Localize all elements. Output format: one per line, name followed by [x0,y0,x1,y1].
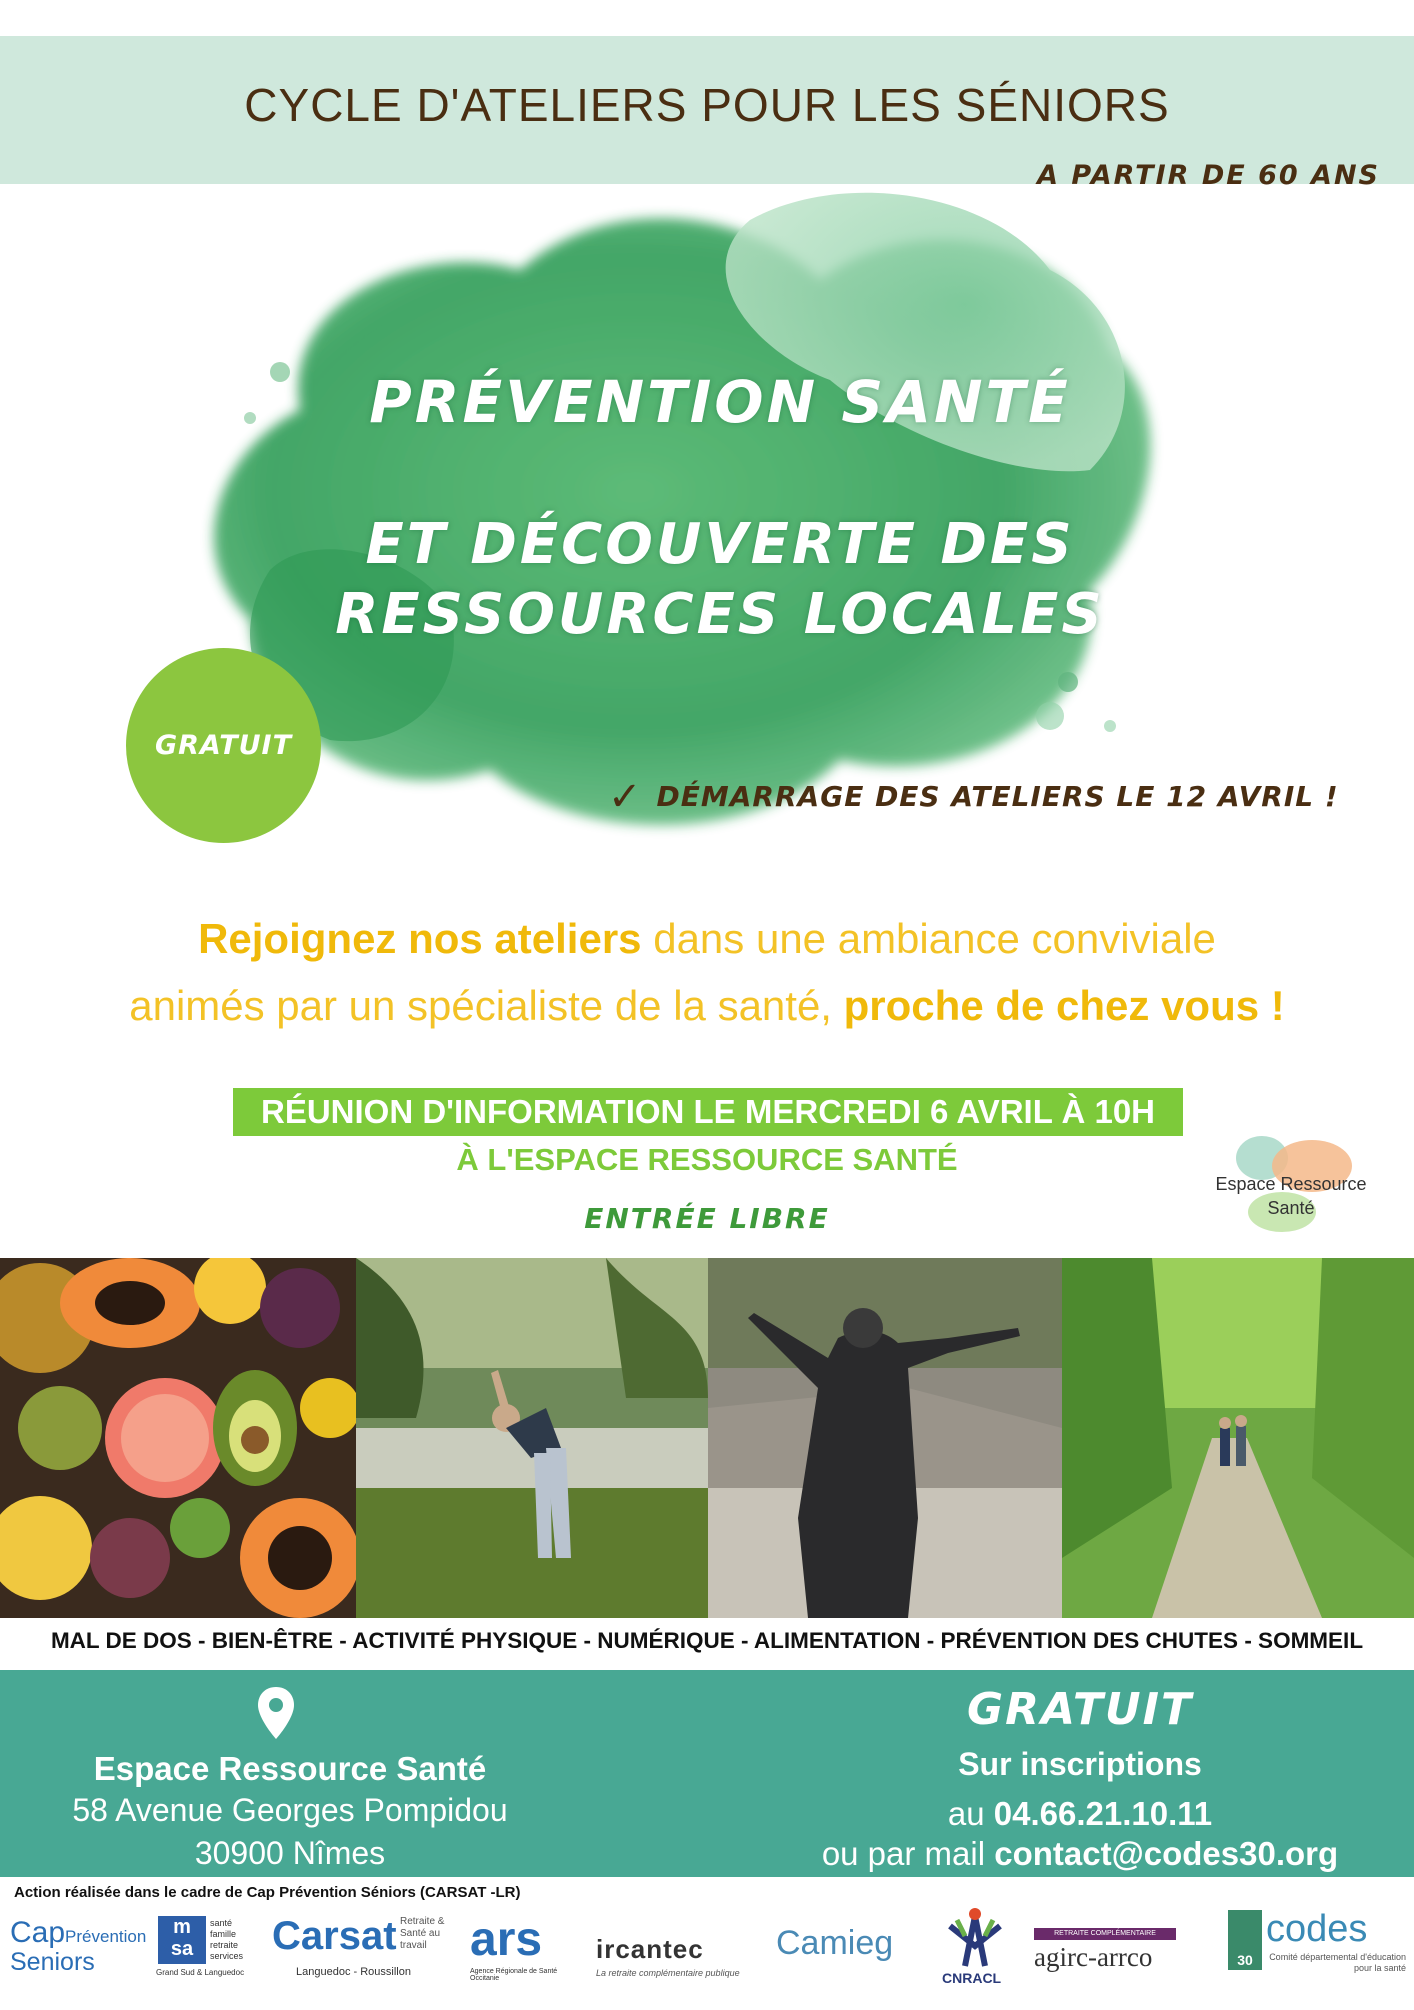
intro-text-1: dans une ambiance conviviale [641,915,1216,962]
free-entry: ENTRÉE LIBRE [584,1202,830,1235]
headline-line-2: ET DÉCOUVERTE DES [365,512,1075,577]
meeting-place: À L'ESPACE RESSOURCE SANTÉ [456,1142,958,1177]
msa-top: m [173,1916,191,1938]
msa-bottom: sa [170,1938,194,1960]
start-date-note [608,774,1339,820]
venue-street: 58 Avenue Georges Pompidou [72,1792,508,1828]
start-date-text: DÉMARRAGE DES ATELIERS LE 12 AVRIL ! [656,780,1339,813]
ers-logo-line-2: Santé [1267,1198,1315,1218]
intro-line-2 [0,982,1414,1030]
free-label: GRATUIT [967,1684,1193,1735]
partner-logos [0,1906,1414,2000]
camieg-logo: Camieg [776,1924,894,1962]
intro-highlight-1: Rejoignez nos ateliers [198,915,642,962]
venue-city: 30900 Nîmes [194,1835,386,1871]
ars-tagline: Agence Régionale de Santé Occitanie [470,1968,558,1982]
free-badge [126,648,321,843]
codes-number: 30 [1228,1910,1262,1970]
codes-tagline: Comité départemental d'éducation pour la santé [1269,1952,1406,1973]
check-icon: ✓ [608,774,643,820]
page-title: CYCLE D'ATELIERS POUR LES SÉNIORS [244,79,1170,131]
registration-label: Sur inscriptions [958,1746,1202,1782]
agirc-arrco-logo: agirc-arrco [1034,1942,1153,1972]
codes-logo: codes [1266,1908,1368,1950]
meeting-banner [233,1088,1183,1136]
msa-tagline: santé famille retraite services [210,1918,244,1961]
mail-prefix: ou par mail [821,1835,995,1872]
cap-prevention-text: Prévention [65,1927,147,1946]
intro-line-1 [0,915,1414,963]
carsat-logo: Carsat [272,1914,397,1958]
phone-line [800,1795,1360,1833]
cap-seniors-text: Seniors [10,1948,95,1976]
carsat-tagline: Retraite & Santé au travail [400,1916,445,1951]
age-note: A PARTIR DE 60 ANS [1037,160,1380,191]
msa-logo [158,1916,206,1964]
meeting-title: RÉUNION D'INFORMATION LE MERCREDI 6 AVRIL À 10H [260,1093,1155,1130]
photo-fruits [0,1258,356,1618]
headline-prevention: PRÉVENTION SANTÉ [369,368,1071,436]
mail-line [760,1835,1400,1873]
ers-logo-label [1196,1172,1386,1220]
intro-highlight-2: proche de chez vous ! [843,982,1285,1029]
photo-arms-open [708,1258,1062,1618]
cnracl-figure-icon [935,1906,1015,1968]
intro-text-2: animés par un spécialiste de la santé, [129,982,844,1029]
free-badge-label: GRATUIT [154,730,293,761]
phone-prefix: au [947,1795,994,1832]
email-link[interactable]: contact@codes30.org [994,1835,1339,1872]
venue-name: Espace Ressource Santé [93,1750,487,1787]
ars-logo: ars [470,1913,543,1966]
phone-number[interactable]: 04.66.21.10.11 [993,1795,1213,1832]
ircantec-logo: ircantec [596,1934,704,1964]
location-pin-icon [256,1685,296,1741]
photo-stretching-lake [356,1258,708,1618]
ers-logo-line-1: Espace Ressource [1215,1174,1367,1194]
action-note: Action réalisée dans le cadre de Cap Prévention Séniors (CARSAT -LR) [14,1884,521,1901]
workshop-themes: MAL DE DOS - BIEN-ÊTRE - ACTIVITÉ PHYSIQUE - NUMÉRIQUE - ALIMENTATION - PRÉVENTION DES CHUTES - SOMMEIL [50,1628,1364,1653]
headline-line-3: RESSOURCES LOCALES [335,582,1105,647]
carsat-region: Languedoc - Roussillon [296,1966,411,1978]
ircantec-tagline: La retraite complémentaire publique [596,1968,740,1978]
msa-region: Grand Sud & Languedoc [156,1968,245,1977]
headline-decouverte [300,510,1140,650]
agirc-arrco-tagline: RETRAITE COMPLÉMENTAIRE [1034,1928,1176,1940]
photo-walking-path [1062,1258,1414,1618]
cap-text: Cap [10,1916,66,1949]
cap-prevention-logo [10,1916,146,1984]
cnracl-logo: CNRACL [942,1970,1002,1986]
